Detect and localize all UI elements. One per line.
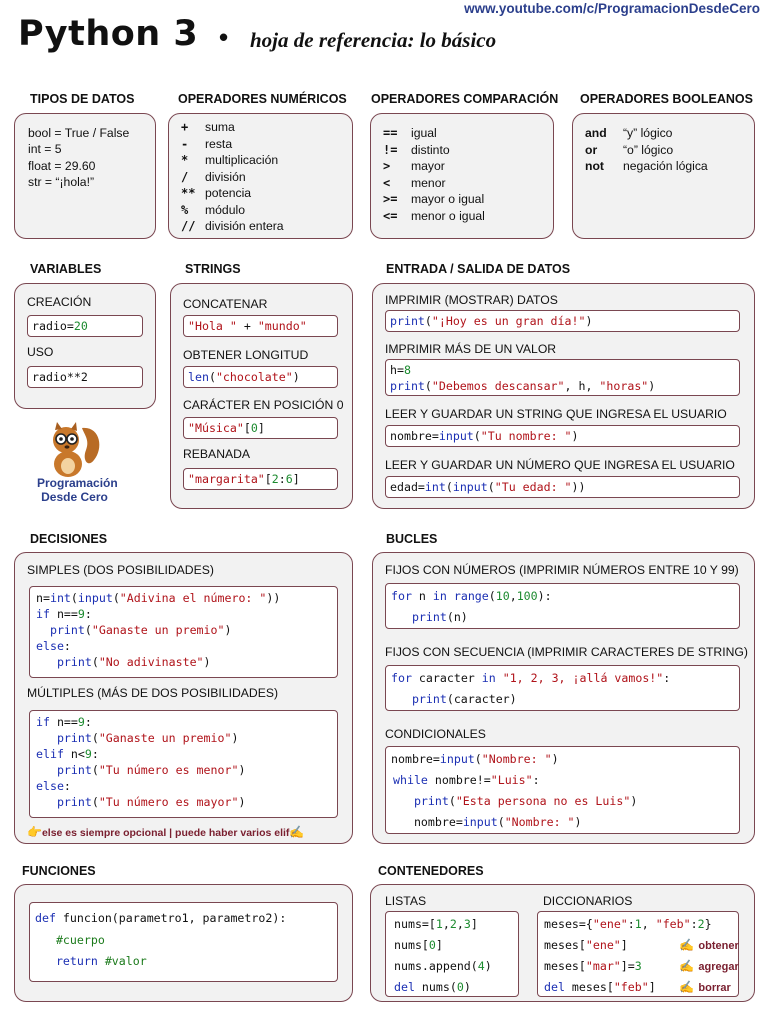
code-line-f1: def funcion(parametro1, parametro2): [35,911,287,925]
code-line-m4: print("Tu número es menor") [36,763,246,777]
bool-op-2: not [585,159,604,173]
num-desc-5: módulo [205,202,245,217]
strings-caracter-label: CARÁCTER EN POSICIÓN 0 [183,398,344,412]
code-line-m2: print("Ganaste un premio") [36,731,239,745]
num-op-0: + [181,120,189,134]
bucles-fijos-numeros-label: FIJOS CON NÚMEROS (IMPRIMIR NÚMEROS ENTRE 10 Y 99) [385,563,739,577]
code-line-m5: else: [36,779,71,793]
comp-op-3: < [383,175,391,190]
variables-uso-label: USO [27,345,54,359]
code-line-var2: radio**2 [32,370,88,384]
comp-desc-4: mayor o igual [411,192,485,206]
code-line-var1: radio=20 [32,319,88,333]
code-longitud [183,366,338,388]
hand-writing-icon: ✍ [679,938,694,952]
code-line-c2: while nombre!="Luis": [393,773,540,787]
panel-operadores-booleanos [572,113,755,239]
channel-url[interactable]: www.youtube.com/c/ProgramacionDesdeCero [464,1,760,16]
code-line-c3: print("Esta persona no es Luis") [393,794,638,808]
code-funcion [29,902,338,982]
code-bucle-condicional [385,746,740,834]
num-desc-1: resta [205,136,233,151]
code-io-leer-string [385,425,740,447]
num-desc-2: multiplicación [205,153,279,167]
num-desc-6: división entera [205,219,284,233]
code-line-k2: meses["ene"] [544,938,628,952]
bool-op-1: or [585,142,598,157]
code-line-s4: "margarita"[2:6] [188,472,300,486]
code-line-io3: nombre=input("Tu nombre: ") [390,429,579,443]
panel-tipos-datos [14,113,156,239]
code-line-s1: "Hola " + "mundo" [188,319,307,333]
panel-strings [170,283,353,509]
section-variables: VARIABLES [30,262,102,276]
code-caracter [183,417,338,439]
code-line-d3: print("Ganaste un premio") [36,623,232,637]
code-line-d1: n=int(input("Adivina el número: ")) [36,591,281,605]
code-io-imprimir-mas [385,359,740,396]
code-var-uso [27,366,143,388]
section-funciones: FUNCIONES [22,864,96,878]
code-line-io2a: h=8 [390,363,411,377]
panel-contenedores [370,884,755,1002]
code-line-io2b: print("Debemos descansar", h, "horas") [390,379,656,393]
panel-bucles [372,552,755,844]
contenedores-listas-label: LISTAS [385,894,427,908]
panel-entrada-salida [372,283,755,509]
code-bucle-secuencia [385,665,740,711]
bucles-condicionales-label: CONDICIONALES [385,727,486,741]
code-line-s3: "Música"[0] [188,421,265,435]
code-var-creacion [27,315,143,337]
dict-agregar-note [679,957,739,975]
panel-variables [14,283,156,409]
io-leer-string-label: LEER Y GUARDAR UN STRING QUE INGRESA EL USUARIO [385,407,727,421]
squirrel-logo-icon [38,420,108,480]
code-decision-multiple [29,710,338,818]
bool-desc-1: “o” lógico [623,142,674,157]
bucles-fijos-secuencia-label: FIJOS CON SECUENCIA (IMPRIMIR CARACTERES DE STRING) [385,645,748,659]
num-op-3: / [181,169,189,184]
logo-text [37,476,118,504]
comp-op-1: != [383,142,398,157]
panel-operadores-numericos [168,113,353,239]
num-desc-3: división [205,169,246,184]
code-line-d4: else: [36,639,71,653]
section-tipos-datos: TIPOS DE DATOS [30,92,135,106]
code-line-m1: if n==9: [36,715,92,729]
code-line-s2: len("chocolate") [188,370,300,384]
logo-line1: Programación [37,476,118,490]
section-operadores-numericos: OPERADORES NUMÉRICOS [178,92,347,106]
num-op-2: * [181,153,189,167]
dict-obtener-label: obtener [698,940,739,952]
bool-op-0: and [585,126,607,140]
num-desc-4: potencia [205,186,252,200]
code-line-f3: return #valor [35,954,147,968]
hand-pointing-icon: 👉 [27,825,42,839]
code-line-m6: print("Tu número es mayor") [36,795,246,809]
section-strings: STRINGS [185,262,241,276]
code-line-c1: nombre=input("Nombre: ") [391,752,559,766]
contenedores-diccionarios-label: DICCIONARIOS [543,894,633,908]
dict-borrar-label: borrar [698,982,731,994]
dict-agregar-label: agregar [698,961,739,973]
comp-desc-0: igual [411,126,437,140]
section-contenedores: CONTENEDORES [378,864,484,878]
decisiones-note [27,823,304,841]
comp-op-2: > [383,159,391,173]
panel-operadores-comparacion [370,113,554,239]
comp-op-5: <= [383,208,398,223]
comp-desc-5: menor o igual [411,208,485,223]
section-operadores-comparacion: OPERADORES COMPARACIÓN [371,92,559,106]
code-rebanada [183,468,338,490]
code-line-c4: nombre=input("Nombre: ") [393,815,582,829]
code-line-io1: print("¡Hoy es un gran día!") [390,314,593,328]
decisiones-multiples-label: MÚLTIPLES (MÁS DE DOS POSIBILIDADES) [27,686,279,700]
comp-desc-1: distinto [411,142,450,157]
code-line-k4: del meses["feb"] [544,980,656,994]
strings-longitud-label: OBTENER LONGITUD [183,348,309,362]
code-line-k1: meses={"ene":1, "feb":2} [544,917,712,931]
code-concat [183,315,338,337]
num-op-4: ** [181,186,196,200]
tipo-float: float = 29.60 [28,159,96,173]
tipo-int: int = 5 [28,142,62,156]
code-line-l3: nums.append(4) [394,959,492,973]
code-listas [385,911,519,997]
comp-op-4: >= [383,192,398,206]
code-bucle-numeros [385,583,740,629]
io-leer-numero-label: LEER Y GUARDAR UN NÚMERO QUE INGRESA EL USUARIO [385,458,735,472]
logo-line2: Desde Cero [41,490,108,504]
code-line-l2: nums[0] [394,938,443,952]
strings-concat-label: CONCATENAR [183,297,268,311]
panel-funciones [14,884,353,1002]
code-line-b2: print(n) [391,610,468,624]
bool-desc-2: negación lógica [623,159,708,173]
decisiones-note-text: else es siempre opcional | puede haber varios elif [41,827,290,839]
section-decisiones: DECISIONES [30,532,108,546]
bool-desc-0: “y” lógico [623,126,673,140]
code-decision-simple [29,586,338,678]
section-entrada-salida: ENTRADA / SALIDA DE DATOS [386,262,571,276]
io-imprimir-mas-label: IMPRIMIR MÁS DE UN VALOR [385,342,557,356]
code-line-io4: edad=int(input("Tu edad: ")) [390,480,586,494]
dict-borrar-note [679,978,731,996]
variables-creacion-label: CREACIÓN [27,295,92,309]
section-operadores-booleanos: OPERADORES BOOLEANOS [580,92,753,106]
page-subtitle: hoja de referencia: lo básico [250,28,497,52]
strings-rebanada-label: REBANADA [183,447,251,461]
io-imprimir-label: IMPRIMIR (MOSTRAR) DATOS [385,293,558,307]
code-line-l1: nums=[1,2,3] [394,917,478,931]
hand-writing-icon: ✍ [679,959,694,973]
comp-op-0: == [383,126,398,140]
page-title: Python 3 [18,14,199,54]
num-op-1: - [181,136,189,151]
code-line-m3: elif n<9: [36,747,99,761]
code-line-b4: print(caracter) [391,692,517,706]
code-io-leer-numero [385,476,740,498]
num-desc-0: suma [205,120,235,134]
section-bucles: BUCLES [386,532,438,546]
hand-writing-icon: ✍ [289,825,305,839]
dict-obtener-note [679,936,739,954]
code-line-d5: print("No adivinaste") [36,655,211,669]
hand-writing-icon: ✍ [679,980,694,994]
code-line-b3: for caracter in "1, 2, 3, ¡allá vamos!": [391,671,671,685]
code-line-f2: #cuerpo [35,933,105,947]
code-io-imprimir [385,310,740,332]
title-bullet: • [219,22,229,52]
tipo-bool: bool = True / False [28,126,130,140]
num-op-6: // [181,219,196,233]
comp-desc-3: menor [411,175,446,190]
tipo-str: str = “¡hola!” [28,175,95,189]
code-line-d2: if n==9: [36,607,92,621]
panel-decisiones [14,552,353,844]
code-line-k3: meses["mar"]=3 [544,959,642,973]
num-op-5: % [181,202,189,217]
comp-desc-2: mayor [411,159,445,173]
code-line-b1: for n in range(10,100): [391,589,552,603]
decisiones-simples-label: SIMPLES (DOS POSIBILIDADES) [27,563,214,577]
code-line-l4: del nums(0) [394,980,471,994]
